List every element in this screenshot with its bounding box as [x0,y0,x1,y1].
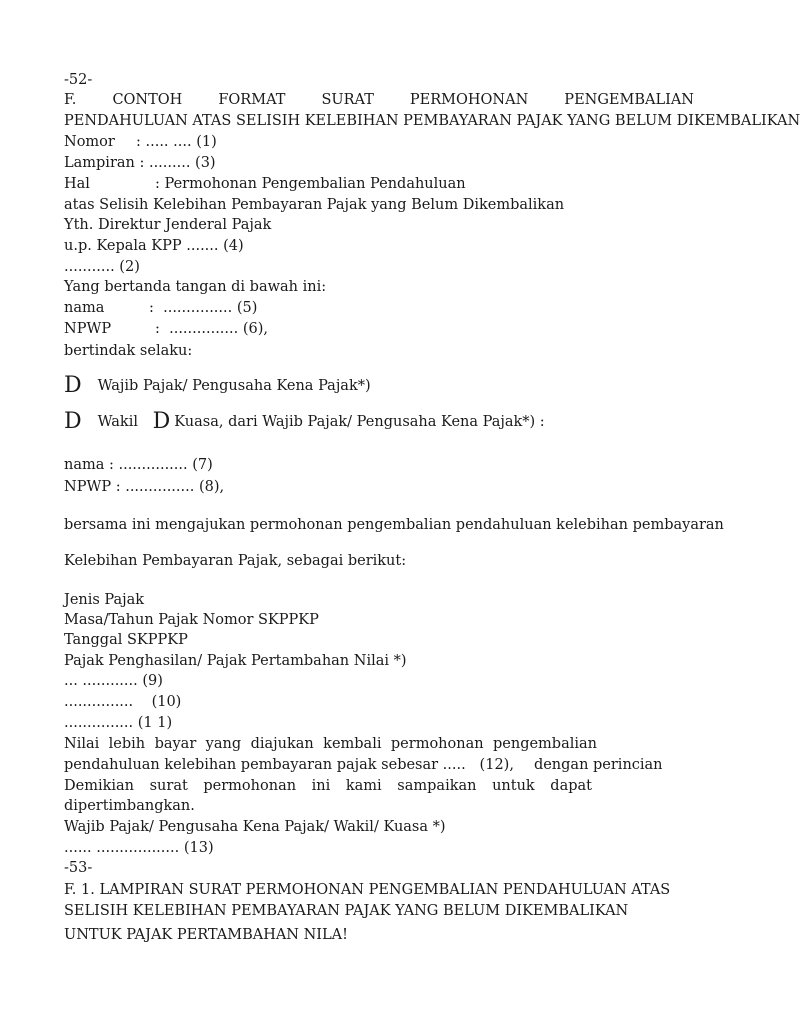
signatory-nama-field [64,298,694,318]
section-f1-heading-line3: UNTUK PAJAK PERTAMBAHAN NILA! [64,927,348,943]
section-f1-heading-line2: SELISIH KELEBIHAN PEMBAYARAN PAJAK YANG BELUM DIKEMBALIKAN [64,903,629,919]
checkbox-wakil[interactable]: D [64,409,82,434]
section-f-heading-line1: F. CONTOH FORMAT SURAT PERMOHONAN PENGEMBALIAN [64,92,694,108]
signatory-npwp-label: NPWP [64,321,112,337]
addressee-line2: u.p. Kepala KPP ....... (4) [64,238,244,254]
detail-masa-tahun: Masa/Tahun Pajak Nomor SKPPKP [64,612,319,628]
lampiran-value: : ......... (3) [139,155,216,171]
detail-jenis-pajak-value: Pajak Penghasilan/ Pajak Pertambahan Nilai *) [64,653,407,669]
checkbox-kuasa[interactable]: D [152,409,171,434]
nomor-label: Nomor [64,134,115,150]
signatory-intro: Yang bertanda tangan di bawah ini: [64,279,327,295]
hal-value: : Permohonan Pengembalian Pendahuluan [155,176,466,192]
signatory-nama-value: : ............... (5) [149,300,258,316]
kelebihan-intro: Kelebihan Pembayaran Pajak, sebagai berikut: [64,553,407,569]
nomor-value: : ..... .... (1) [136,134,217,150]
detail-tanggal: Tanggal SKPPKP [64,632,188,648]
lampiran-label: Lampiran [64,155,135,171]
addressee-line3: ........... (2) [64,259,140,275]
representative-nama: nama : ............... (7) [64,457,213,473]
detail-value-11: ............... (1 1) [64,715,173,731]
detail-value-10: ............... (10) [64,694,182,710]
body-para-line4: dipertimbangkan. [64,798,195,814]
option-wajib-pajak-label: Wajib Pajak/ Pengusaha Kena Pajak*) [97,378,371,394]
signatory-npwp-field [64,319,694,339]
acting-as-label: bertindak selaku: [64,343,193,359]
body-para-line2-end: dengan perincian [533,757,663,773]
detail-value-9: ... ............ (9) [64,673,163,689]
option-wakil-kuasa [64,409,694,436]
nomor-field [64,132,694,152]
body-para-line1: Nilai lebih bayar yang diajukan kembali permohonan pengembalian [64,736,597,752]
body-para-line2-main: pendahuluan kelebihan pembayaran pajak sebesar ..... (12), [64,757,514,773]
page-number-52: -52- [64,72,93,88]
hal-label: Hal [64,176,90,192]
option-wakil-label: Wakil [97,414,138,430]
addressee-line1: Yth. Direktur Jenderal Pajak [64,217,272,233]
signatory-nama-label: nama [64,300,105,316]
request-line: bersama ini mengajukan permohonan pengembalian pendahuluan kelebihan pembayaran [64,517,724,533]
option-wajib-pajak [64,373,694,400]
hal-field [64,174,694,194]
body-para-line3: Demikian surat permohonan ini kami sampaikan untuk dapat [64,778,592,794]
hal-continuation: atas Selisih Kelebihan Pembayaran Pajak yang Belum Dikembalikan [64,197,565,213]
signatory-npwp-value: : ............... (6), [155,321,268,337]
checkbox-wajib-pajak[interactable]: D [64,373,82,398]
representative-npwp: NPWP : ............... (8), [64,479,225,495]
section-f-heading-line2: PENDAHULUAN ATAS SELISIH KELEBIHAN PEMBAYARAN PAJAK YANG BELUM DIKEMBALIKAN [64,113,800,129]
detail-jenis-pajak: Jenis Pajak [64,592,145,608]
page-number-53: -53- [64,860,93,876]
signature-role: Wajib Pajak/ Pengusaha Kena Pajak/ Wakil/ Kuasa *) [64,819,446,835]
section-f1-heading-line1: F. 1. LAMPIRAN SURAT PERMOHONAN PENGEMBALIAN PENDAHULUAN ATAS [64,882,671,898]
body-para-line2 [64,755,694,775]
lampiran-field [64,153,694,173]
option-kuasa-label: Kuasa, dari Wajib Pajak/ Pengusaha Kena Pajak*) : [174,414,545,430]
signature-placeholder: ...... .................. (13) [64,840,214,856]
